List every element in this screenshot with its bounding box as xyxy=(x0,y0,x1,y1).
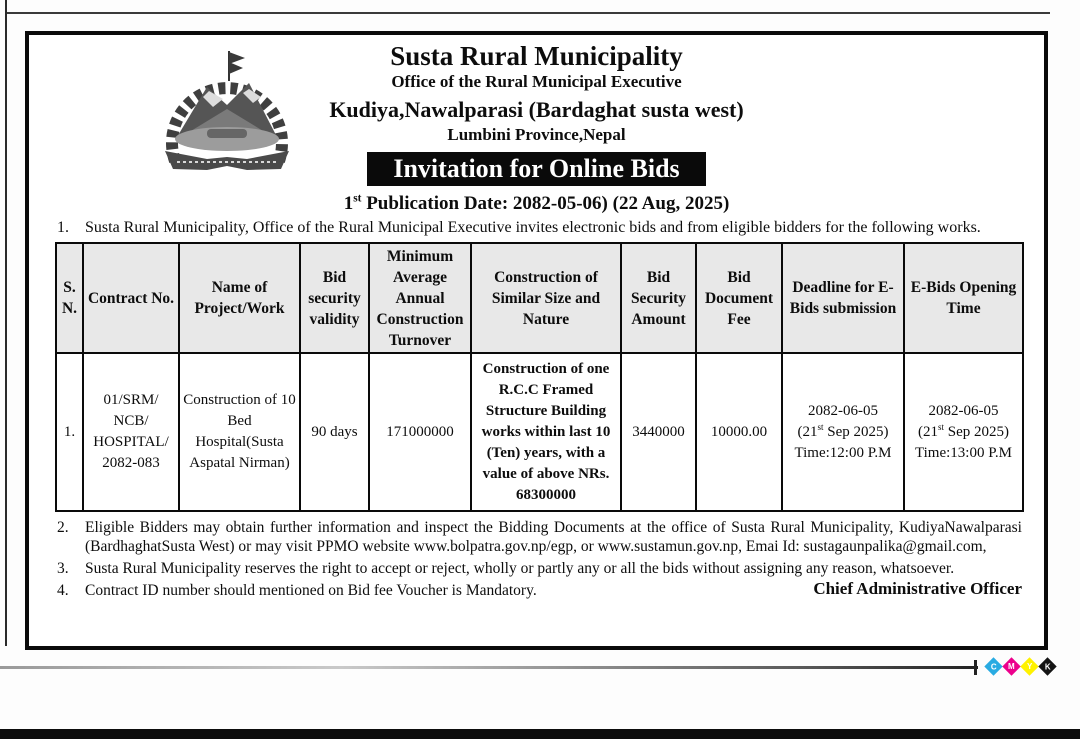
col-header-bid-security-amount: Bid Security Amount xyxy=(621,243,696,353)
notice-clauses xyxy=(29,518,1044,600)
clause-2-number: 2. xyxy=(57,519,69,536)
magenta-mark-label: M xyxy=(1008,661,1015,671)
nepal-government-emblem-logo xyxy=(147,49,307,181)
cyan-diamond-icon xyxy=(984,657,1002,675)
clause-2-text: Eligible Bidders may obtain further information and inspect the Bidding Documents at the office of Susta Rural Municipality, KudiyaNawalparasi (BardhaghatSusta West) or may visit PPMO website www.bolpatra.gov.np/egp, or www.sustamun.gov.np, Emai Id: sustagaunpalika@gmail.com, xyxy=(85,519,1022,555)
signature-title: Chief Administrative Officer xyxy=(813,579,1022,598)
col-header-bid-document-fee: Bid Document Fee xyxy=(696,243,782,353)
publication-date-ordinal: st xyxy=(353,192,362,205)
cell-sn: 1. xyxy=(56,353,83,511)
address-line: Kudiya,Nawalparasi (Bardaghat susta west) xyxy=(329,97,744,122)
registration-line-end-tick xyxy=(974,660,977,675)
clause-4-number: 4. xyxy=(57,582,69,599)
cmyk-registration-marks xyxy=(987,660,1054,673)
left-edge-line xyxy=(5,0,7,646)
col-header-project-name: Name of Project/Work xyxy=(179,243,300,353)
registration-line xyxy=(0,666,978,669)
yellow-diamond-icon xyxy=(1020,657,1038,675)
clause-3 xyxy=(57,559,1022,578)
top-rule-line xyxy=(5,12,1050,14)
invitation-banner: Invitation for Online Bids xyxy=(367,152,705,186)
deadline-ad-post: Sep 2025) xyxy=(823,423,889,440)
opening-date-ad xyxy=(908,422,1019,443)
deadline-date-bs: 2082-06-05 xyxy=(808,402,878,419)
cell-similar-work: Construction of one R.C.C Framed Structure Building works within last 10 (Ten) years, with a value of above NRs. 68300000 xyxy=(471,353,621,511)
opening-ad-ordinal: st xyxy=(937,421,944,432)
bid-invitation-table xyxy=(55,242,1024,512)
opening-date-bs: 2082-06-05 xyxy=(928,402,999,419)
publication-date-number: 1 xyxy=(343,193,354,214)
deadline-date-ad xyxy=(786,422,900,443)
cell-validity: 90 days xyxy=(300,353,369,511)
col-header-opening-time: E-Bids Opening Time xyxy=(904,243,1023,353)
col-header-sn: S. N. xyxy=(56,243,83,353)
black-diamond-icon xyxy=(1038,657,1056,675)
black-mark-label: K xyxy=(1044,662,1051,671)
clause-1 xyxy=(57,218,1022,237)
clause-3-number: 3. xyxy=(57,560,69,577)
table-row xyxy=(56,353,1023,511)
opening-time: Time:13:00 P.M xyxy=(915,444,1012,461)
cell-document-fee: 10000.00 xyxy=(696,353,782,511)
publication-date-text: Publication Date: 2082-05-06) (22 Aug, 2025) xyxy=(361,193,730,214)
cell-opening-time xyxy=(904,353,1023,511)
cell-project-name: Construction of 10 Bed Hospital(Susta Aspatal Nirman) xyxy=(179,353,300,511)
province-line: Lumbini Province,Nepal xyxy=(447,125,626,144)
cell-contract-no: 01/SRM/ NCB/ HOSPITAL/ 2082-083 xyxy=(83,353,179,511)
cell-turnover: 171000000 xyxy=(369,353,471,511)
notice-border-frame xyxy=(25,31,1048,650)
municipality-title: Susta Rural Municipality xyxy=(390,41,683,71)
cyan-mark-label: C xyxy=(990,662,997,671)
col-header-contract-no: Contract No. xyxy=(83,243,179,353)
magenta-diamond-icon xyxy=(1002,657,1020,675)
bottom-black-bar xyxy=(0,729,1080,739)
clause-4-text: Contract ID number should mentioned on Bid fee Voucher is Mandatory. xyxy=(85,582,537,599)
deadline-time: Time:12:00 P.M xyxy=(794,444,892,461)
col-header-deadline: Deadline for E-Bids submission xyxy=(782,243,904,353)
office-subtitle: Office of the Rural Municipal Executive xyxy=(391,72,682,91)
clause-1-number: 1. xyxy=(57,219,69,236)
col-header-turnover: Minimum Average Annual Construction Turnover xyxy=(369,243,471,353)
clause-2 xyxy=(57,518,1022,556)
cell-deadline xyxy=(782,353,904,511)
opening-ad-pre: (21 xyxy=(917,423,938,440)
yellow-mark-label: Y xyxy=(1026,662,1033,671)
deadline-ad-ordinal: st xyxy=(817,421,824,432)
opening-ad-post: Sep 2025) xyxy=(944,423,1009,440)
clause-4-and-signature xyxy=(29,578,1044,600)
col-header-bid-security-validity: Bid security validity xyxy=(300,243,369,353)
deadline-ad-pre: (21 xyxy=(797,423,818,440)
publication-date xyxy=(29,192,1044,215)
clause-3-text: Susta Rural Municipality reserves the right to accept or reject, wholly or partly any or all the bids without assigning any reason, whatsoever. xyxy=(85,560,955,577)
table-header-row xyxy=(56,243,1023,353)
clause-4 xyxy=(57,581,783,600)
clause-1-text: Susta Rural Municipality, Office of the Rural Municipal Executive invites electronic bids and from eligible bidders for the following works. xyxy=(85,219,981,236)
cell-security-amount: 3440000 xyxy=(621,353,696,511)
col-header-similar-work: Construction of Similar Size and Nature xyxy=(471,243,621,353)
